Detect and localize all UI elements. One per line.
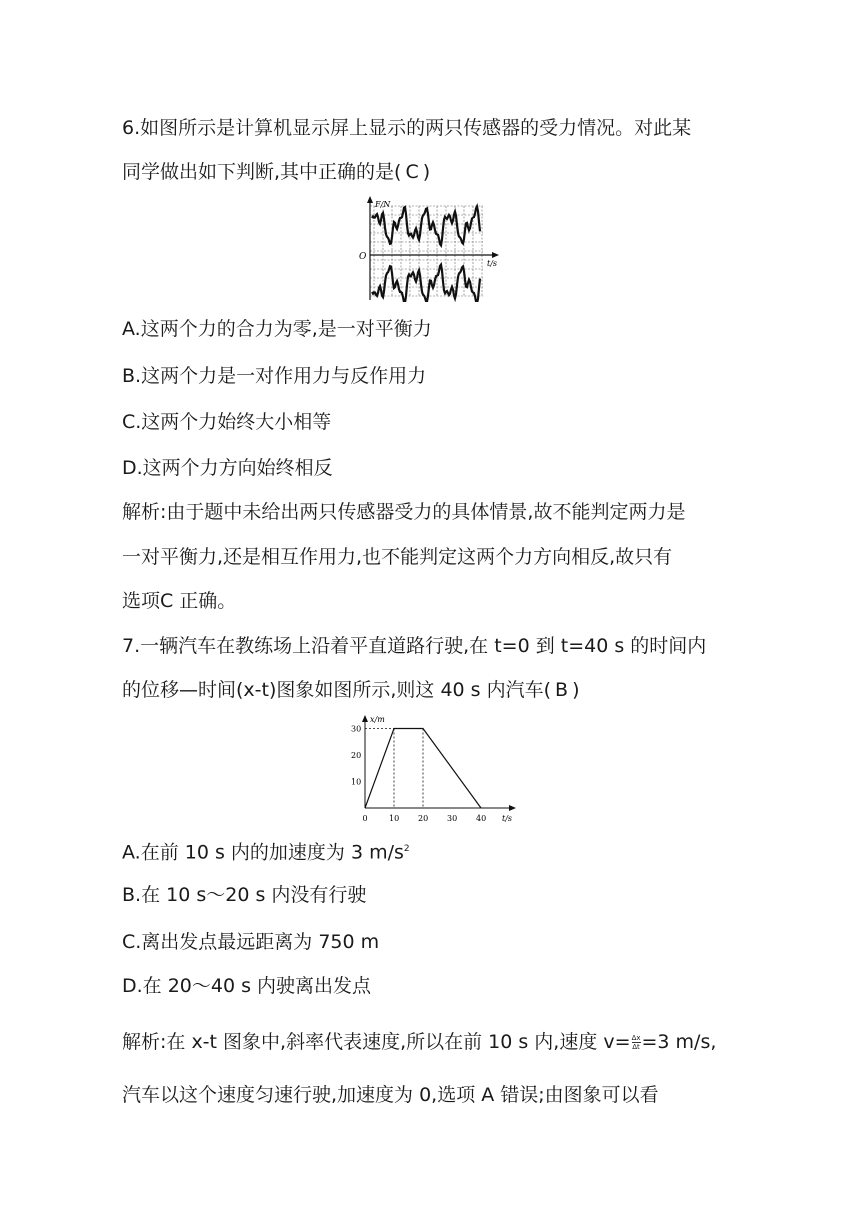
q7-y-tick-label: 20 [351, 751, 362, 760]
q7-option-a-text: A.在前 10 s 内的加速度为 3 m/s [122, 841, 404, 864]
q7-analysis-line1 [122, 1029, 716, 1055]
q7-x-arrow [509, 805, 516, 811]
q6-answer: C [405, 161, 419, 183]
q7-xt-graph [340, 712, 530, 824]
q7-analysis-line2: 汽车以这个速度匀速行驶,加速度为 0,选项 A 错误;由图象可以看 [122, 1084, 659, 1106]
q6-option-c: C.这两个力始终大小相等 [122, 411, 332, 433]
q7-x-tick-label: 30 [447, 814, 458, 823]
q7-xt-line [365, 729, 481, 809]
q7-option-a-sup: 2 [403, 844, 410, 854]
q6-analysis-line3: 选项C 正确。 [122, 590, 237, 612]
q7-option-a [122, 836, 410, 865]
q7-y-tick-label: 10 [351, 777, 362, 787]
q7-x-tick-label: 10 [389, 814, 400, 823]
q6-analysis-line1: 解析:由于题中未给出两只传感器受力的具体情景,故不能判定两力是 [122, 501, 686, 523]
q7-stem-line1: 7.一辆汽车在教练场上沿着平直道路行驶,在 t=0 到 t=40 s 的时间内 [122, 635, 707, 657]
q7-option-c: C.离出发点最远距离为 750 m [122, 931, 380, 953]
q6-y-label: F/N [375, 200, 391, 209]
q7-x-label: t/s [502, 814, 513, 823]
q6-x-label: t/s [487, 259, 498, 268]
q7-answer: B [555, 679, 569, 701]
q6-stem-close: ) [422, 161, 431, 183]
q7-y-label: x/m [370, 715, 385, 724]
q7-x-tick-label: 0 [362, 814, 368, 823]
q6-option-a: A.这两个力的合力为零,是一对平衡力 [122, 318, 432, 340]
q6-x-arrow [492, 252, 499, 258]
q6-curve-upper [372, 206, 480, 245]
q6-force-graph [355, 196, 505, 302]
fraction-denominator: Δt [632, 1043, 640, 1051]
q7-x-tick-label: 20 [418, 814, 429, 823]
q7-y-tick-label: 30 [351, 724, 362, 734]
velocity-fraction [632, 1034, 641, 1051]
q6-y-arrow [367, 196, 373, 203]
q6-stem-line2 [122, 159, 430, 185]
q7-stem-close: ) [572, 679, 580, 701]
q6-origin: O [359, 252, 367, 262]
q7-analysis-post: =3 m/s, [641, 1031, 717, 1053]
q7-y-arrow [362, 715, 368, 722]
q7-option-d: D.在 20～40 s 内驶离出发点 [122, 975, 372, 997]
q7-analysis-pre: 解析:在 x-t 图象中,斜率代表速度,所以在前 10 s 内,速度 v= [122, 1031, 631, 1053]
q6-option-b: B.这两个力是一对作用力与反作用力 [122, 365, 427, 387]
q6-stem-line1: 6.如图所示是计算机显示屏上显示的两只传感器的受力情况。对此某 [122, 117, 692, 139]
q7-option-b: B.在 10 s～20 s 内没有行驶 [122, 884, 367, 906]
q6-option-d: D.这两个力方向始终相反 [122, 457, 333, 479]
q6-stem-text: 同学做出如下判断,其中正确的是( [122, 161, 402, 183]
q6-analysis-line2: 一对平衡力,还是相互作用力,也不能判定这两个力方向相反,故只有 [122, 546, 673, 568]
q7-x-tick-label: 40 [476, 814, 487, 823]
q7-stem-line2 [122, 677, 580, 703]
q7-stem-text: 的位移—时间(x-t)图象如图所示,则这 40 s 内汽车( [122, 679, 552, 701]
fraction-numerator: Δx [631, 1034, 641, 1042]
